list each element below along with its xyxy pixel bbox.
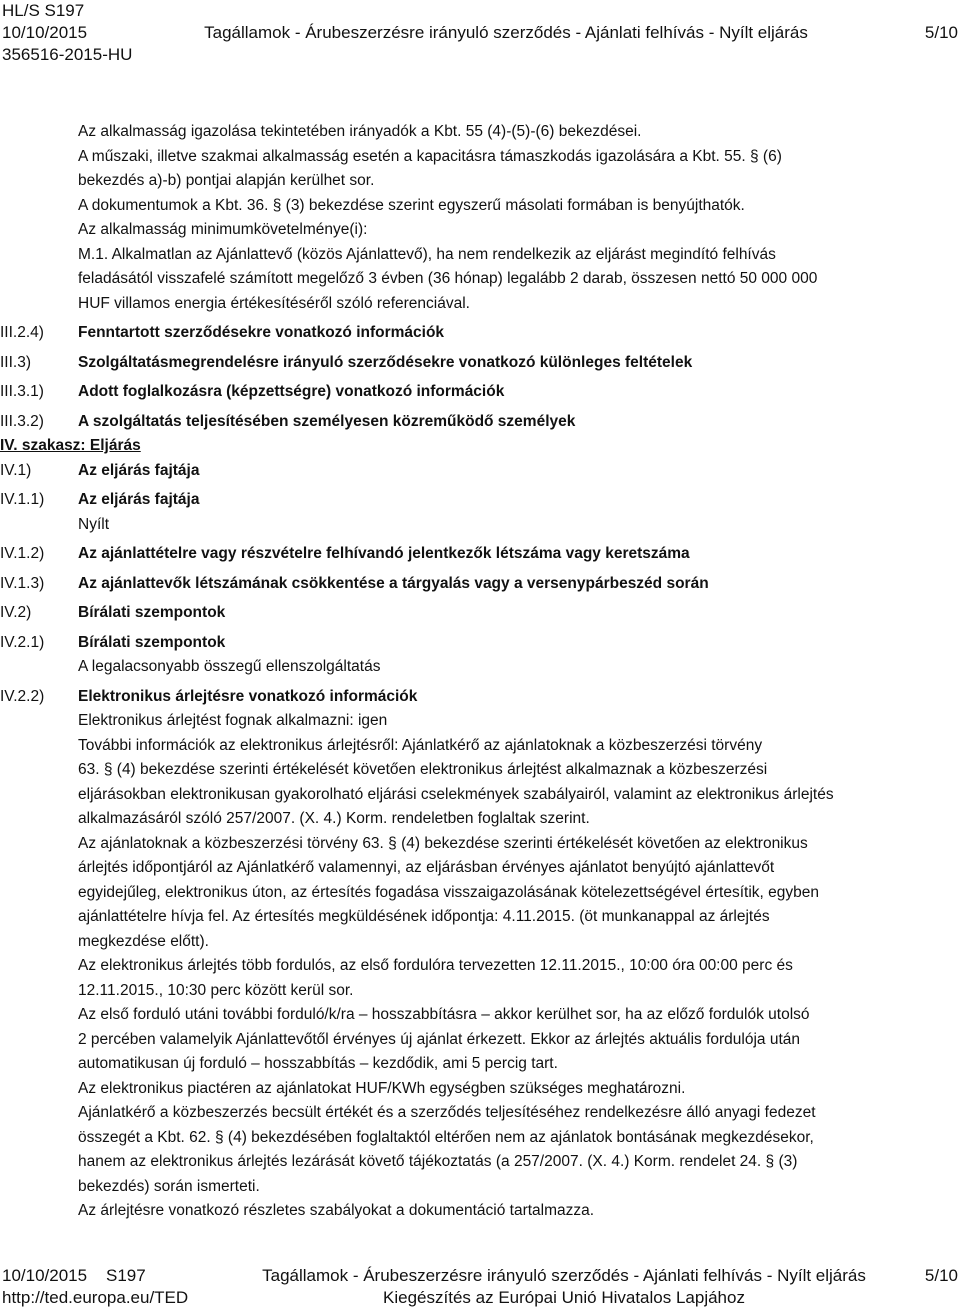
- text-line: megkezdése előtt).: [78, 932, 209, 950]
- section-iii-2-4: [0, 321, 960, 346]
- section-title: Adott foglalkozásra (képzettségre) vonatkozó információk: [78, 383, 505, 400]
- text-line: Ajánlatkérő a közbeszerzés becsült értékét és a szerződés teljesítéséhez rendelkezésre álló anyagi fedezet: [78, 1104, 816, 1121]
- footer-publisher: Kiegészítés az Európai Unió Hivatalos Lapjához: [383, 1288, 745, 1307]
- section-iii-3-1: [0, 380, 960, 405]
- text-line: M.1. Alkalmatlan az Ajánlattevő (közös Ajánlattevő), ha nem rendelkezik az eljárást megindító felhívás: [78, 245, 776, 263]
- text-line: árlejtés időpontjáról az Ajánlatkérő valamennyi, az eljárásban érvényes ajánlatot benyújtó ajánlattevőt: [78, 859, 775, 876]
- section-number: IV.2.2): [0, 687, 45, 705]
- section-number: IV.2.1): [0, 633, 45, 651]
- section-title: Az eljárás fajtája: [78, 491, 200, 508]
- section-iv-2-1: [0, 631, 960, 680]
- section-number: III.3): [0, 353, 32, 371]
- footer-code: S197: [106, 1266, 146, 1285]
- text-line: Az alkalmasság igazolása tekintetében irányadók a Kbt. 55 (4)-(5)-(6) bekezdései.: [78, 123, 642, 140]
- footer-row-1: [2, 1265, 958, 1287]
- section-iv-1: [0, 459, 960, 484]
- page-footer: [2, 1265, 958, 1309]
- text-line: 2 percében valamelyik Ajánlattevőtől érvényes új ajánlat érkezett. Ekkor az árlejtés aktuális fordulója után: [78, 1030, 801, 1048]
- section-number: IV.1.3): [0, 574, 45, 592]
- intro-block: [0, 120, 960, 316]
- section-number: IV.2): [0, 604, 32, 621]
- section-number: IV.1): [0, 461, 32, 479]
- section-iv-1-3: [0, 572, 960, 597]
- section-value: A legalacsonyabb összegű ellenszolgáltatás: [78, 658, 381, 675]
- section-title: Az ajánlattételre vagy részvételre felhívandó jelentkezők létszáma vagy keretszáma: [78, 545, 690, 562]
- text-line: alkalmazásáról szóló 257/2007. (X. 4.) Korm. rendeletben foglaltak szerint.: [78, 810, 590, 827]
- text-line: Az alkalmasság minimumkövetelménye(i):: [78, 221, 368, 238]
- section-value: Nyílt: [78, 515, 109, 533]
- text-line: Elektronikus árlejtést fognak alkalmazni: igen: [78, 712, 388, 729]
- section-iv-2-2: [0, 685, 960, 1224]
- section-number: III.3.2): [0, 412, 44, 430]
- text-line: feladásától visszafelé számított megelőző 3 évben (36 hónap) legalább 2 darab, összesen nettó 50 000 000: [78, 270, 818, 287]
- text-line: bekezdés) során ismerteti.: [78, 1177, 260, 1195]
- header-page: 5/10: [924, 23, 958, 42]
- section-title: Bírálati szempontok: [78, 633, 226, 651]
- section-number: IV.1.2): [0, 545, 45, 562]
- footer-row-2: [2, 1287, 958, 1309]
- section-title: Elektronikus árlejtésre vonatkozó információk: [78, 687, 418, 705]
- footer-title: Tagállamok - Árubeszerzésre irányuló szerződés - Ajánlati felhívás - Nyílt eljárás: [262, 1266, 866, 1285]
- text-line: hanem az elektronikus árlejtés lezárását követő tájékoztatás (a 257/2007. (X. 4.) Korm. rendelet 24. § (3): [78, 1153, 798, 1170]
- section-iii-3-2: [0, 410, 960, 435]
- text-line: 12.11.2015., 10:30 perc között kerül sor.: [78, 981, 354, 999]
- header-date: 10/10/2015: [2, 23, 88, 42]
- page-header: [2, 0, 958, 66]
- footer-page: 5/10: [924, 1266, 958, 1285]
- section-iv-heading: IV. szakasz: Eljárás: [0, 437, 141, 454]
- text-line: Az ajánlatoknak a közbeszerzési törvény 63. § (4) bekezdése szerinti értékelését követően az elektronikus: [78, 834, 808, 852]
- text-line: Az árlejtésre vonatkozó részletes szabályokat a dokumentáció tartalmazza.: [78, 1202, 595, 1219]
- text-line: HUF villamos energia értékesítéséről szóló referenciával.: [78, 294, 470, 312]
- header-title: Tagállamok - Árubeszerzésre irányuló szerződés - Ajánlati felhívás - Nyílt eljárás: [204, 23, 808, 42]
- text-line: bekezdés a)-b) pontjai alapján kerülhet sor.: [78, 172, 375, 189]
- section-number: IV.1.1): [0, 491, 45, 508]
- text-line: eljárásokban elektronikusan gyakorolható eljárási cselekmények szabályairól, valamint az elektronikus árlejtés: [78, 785, 834, 803]
- text-line: összegét a Kbt. 62. § (4) bekezdésében foglaltaktól eltérően nem az ajánlatok bontásának megkezdésekor,: [78, 1128, 814, 1146]
- text-line: Az elektronikus árlejtés több fordulós, az első fordulóra tervezetten 12.11.2015., 10:00 óra 00:00 perc és: [78, 957, 793, 974]
- doc-id: 356516-2015-HU: [2, 45, 133, 64]
- header-row: [2, 22, 958, 44]
- text-line: 63. § (4) bekezdése szerinti értékelését követően elektronikus árlejtést alkalmaznak a közbeszerzési: [78, 761, 768, 778]
- section-iv-2: [0, 601, 960, 626]
- footer-url-link[interactable]: http://ted.europa.eu/TED: [2, 1288, 189, 1307]
- text-line: Az elektronikus piactéren az ajánlatokat HUF/KWh egységben szükséges meghatározni.: [78, 1079, 686, 1097]
- footer-date-code: [2, 1265, 210, 1287]
- text-line: ajánlattételre hívja fel. Az értesítés megküldésének időpontja: 4.11.2015. (öt munkanappal az árlejtés: [78, 908, 770, 925]
- text-line: egyidejűleg, elektronikus úton, az értesítés fogadása visszaigazolásának kötelezettségével értesítik, egyben: [78, 883, 819, 901]
- section-number: III.2.4): [0, 324, 44, 341]
- section-iii-3: [0, 351, 960, 376]
- text-line: Az első forduló utáni további forduló/k/ra – hosszabbításra – akkor kerülhet sor, ha az előző fordulók utolsó: [78, 1006, 810, 1023]
- section-title: Az ajánlattevők létszámának csökkentése a tárgyalás vagy a versenypárbeszéd során: [78, 574, 709, 592]
- section-title: Bírálati szempontok: [78, 604, 226, 621]
- text-line: automatikusan új forduló – hosszabbítás – kezdődik, ami 5 percig tart.: [78, 1055, 558, 1072]
- text-line: A dokumentumok a Kbt. 36. § (3) bekezdése szerint egyszerű másolati formában is benyújthatók.: [78, 196, 745, 214]
- document-body: [0, 120, 960, 1224]
- doc-code: HL/S S197: [2, 1, 85, 20]
- section-title: A szolgáltatás teljesítésében személyesen közreműködő személyek: [78, 412, 576, 430]
- section-title: Az eljárás fajtája: [78, 461, 200, 479]
- footer-date: 10/10/2015: [2, 1266, 88, 1285]
- section-iv-1-2: [0, 542, 960, 567]
- section-iv-1-1: [0, 488, 960, 537]
- section-title: Fenntartott szerződésekre vonatkozó információk: [78, 324, 445, 341]
- text-line: A műszaki, illetve szakmai alkalmasság esetén a kapacitásra támaszkodás igazolására a Kbt. 55. § (6): [78, 147, 782, 165]
- section-number: III.3.1): [0, 383, 44, 400]
- text-line: További információk az elektronikus árlejtésről: Ajánlatkérő az ajánlatoknak a közbeszerzési törvény: [78, 736, 763, 754]
- section-title: Szolgáltatásmegrendelésre irányuló szerződésekre vonatkozó különleges feltételek: [78, 353, 693, 371]
